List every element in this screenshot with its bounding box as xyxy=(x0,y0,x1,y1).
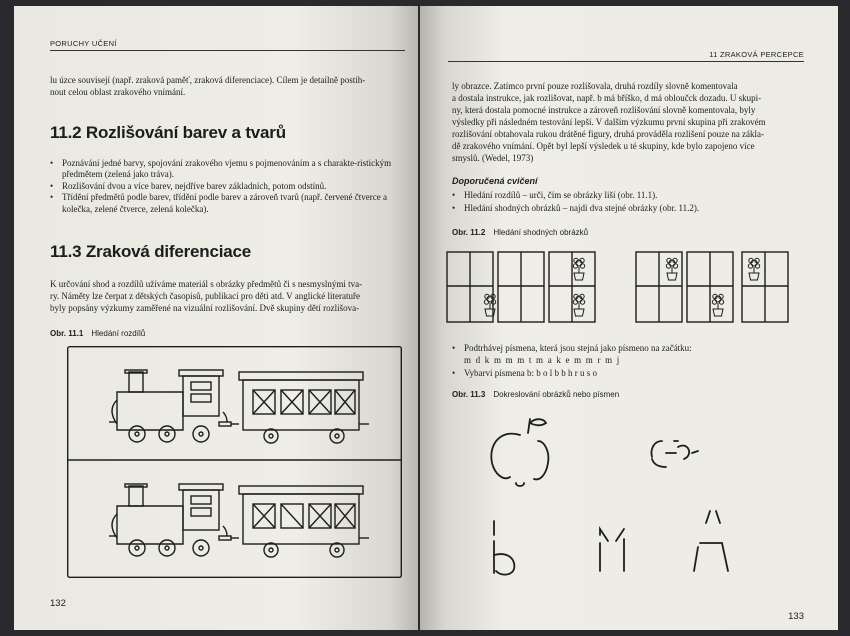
apple-outline xyxy=(491,419,548,486)
section-title-11-2: 11.2 Rozlišování barev a tvarů xyxy=(50,123,286,142)
para-line: a dostala instrukce, jak rozlišovat, např. b má bříško, d má obloučck dozadu. U skupi- xyxy=(452,93,762,103)
letter-b-outline xyxy=(494,521,514,575)
para-line: smyslů. (Wedel, 1973) xyxy=(452,153,534,163)
running-header-right: 11 ZRAKOVÁ PERCEPCE xyxy=(709,50,804,59)
recommended-exercises-list xyxy=(452,189,822,214)
window-3 xyxy=(549,252,595,322)
window-2 xyxy=(498,252,544,322)
window-6 xyxy=(742,252,788,322)
para-line: dě zrakového vnímání. Opět byl lepší výsledek u té skupiny, kde bylo zapojeno více xyxy=(452,141,755,151)
page-number-left: 132 xyxy=(50,598,66,609)
para-line-1: K určování shod a rozdílů užíváme materiál s obrázky předmětů či s nesmyslnými tva- xyxy=(50,279,363,289)
figure-caption-text: Hledání shodných obrázků xyxy=(493,228,589,237)
right-page xyxy=(420,6,838,630)
figure-caption-11-1 xyxy=(50,329,145,338)
letters-exercise-list xyxy=(452,367,822,379)
running-header-left: PORUCHY UČENÍ xyxy=(50,39,117,48)
flower-icon xyxy=(712,294,723,316)
intro-line-1: lu úzce souvisejí (např. zraková paměť, zraková diferenciace). Cílem je detailně postih- xyxy=(50,75,366,85)
figure-window-matching xyxy=(446,246,791,324)
figure-caption-11-2 xyxy=(452,228,588,237)
list-item: • Hledání shodných obrázků – najdi dva stejné obrázky (obr. 11.2). xyxy=(452,202,822,215)
para-line: výsledky při následném testování lepší. V dalším výzkumu první skupina při zrakovém xyxy=(452,117,766,127)
header-rule xyxy=(448,61,804,62)
figure-label: Obr. 11.2 xyxy=(452,228,486,237)
para-line: rozlišování obtahovala rukou drátěné figury, druhá prováděla rozlišení pouze na zákla- xyxy=(452,129,765,139)
train-top xyxy=(109,370,369,443)
flower-icon xyxy=(666,258,677,280)
flower-icon xyxy=(484,294,495,316)
window-1 xyxy=(447,252,493,322)
para-line-3: byly popsány výzkumy zaměřené na vizuální rozlišování. Dvě skupiny dětí rozlišova- xyxy=(50,303,360,313)
window-5 xyxy=(687,252,733,322)
letter-sequence: m d k m m m t m a k e m m r m j xyxy=(464,355,621,365)
flower-icon xyxy=(748,258,759,280)
cup-outline xyxy=(651,441,698,467)
para-line: ny, která dostala pomocné instrukce a zároveň rozlišování slovně komentovala, byly xyxy=(452,105,756,115)
intro-line-2: nout celou oblast zrakového vnímání. xyxy=(50,87,186,97)
figure-caption-text: Dokreslování obrázků nebo písmen xyxy=(493,390,620,399)
para-line-2: ry. Náměty lze čerpat z dětských časopisů, publikací pro děti atd. V anglické literatuře xyxy=(50,291,360,301)
flower-icon xyxy=(573,258,584,280)
page-number-right: 133 xyxy=(788,611,804,622)
list-item: • Poznávání jedné barvy, spojování zrakového vjemu s pojmenováním a s charakte-ristickým předmětem (zelená jako tráva). xyxy=(50,158,402,181)
figure-label: Obr. 11.1 xyxy=(50,329,84,338)
list-item: • Hledání rozdílů – urči, čím se obrázky liší (obr. 11.1). xyxy=(452,189,822,202)
recommended-exercises-title: Doporučená cvičení xyxy=(452,176,538,186)
list-item: • Třídění předmětů podle barev, třídění podle barev a zároveň tvarů (např. červené čtverce a kolečka, zelené čtverce, zelená kolečka). xyxy=(50,192,402,215)
figure-completion-drawings xyxy=(480,411,770,591)
train-bottom xyxy=(109,484,369,557)
left-page xyxy=(14,6,418,630)
figure-caption-11-3 xyxy=(452,390,619,399)
header-rule xyxy=(50,50,405,51)
para-line: ly obrazce. Zatímco první pouze rozlišovala, druhá rozdíly slovně komentovala xyxy=(452,81,738,91)
letters-exercise-list xyxy=(452,342,822,354)
figure-train-comparison xyxy=(67,346,402,578)
letter-m-outline xyxy=(600,529,624,571)
list-item: • Rozlišování dvou a více barev, nejdříve barev základních, potom odstínů. xyxy=(50,181,402,192)
figure-label: Obr. 11.3 xyxy=(452,390,486,399)
section-title-11-3: 11.3 Zraková diferenciace xyxy=(50,242,252,261)
flower-icon xyxy=(573,294,584,316)
list-item: • Podtrhávej písmena, která jsou stejná jako písmeno na začátku: xyxy=(452,342,822,354)
figure-caption-text: Hledání rozdílů xyxy=(91,329,146,338)
letter-a-outline xyxy=(694,511,728,571)
list-item: • Vybarvi písmena b: b o l b b h r u s o xyxy=(452,367,822,379)
bullet-list-11-2 xyxy=(50,158,402,215)
